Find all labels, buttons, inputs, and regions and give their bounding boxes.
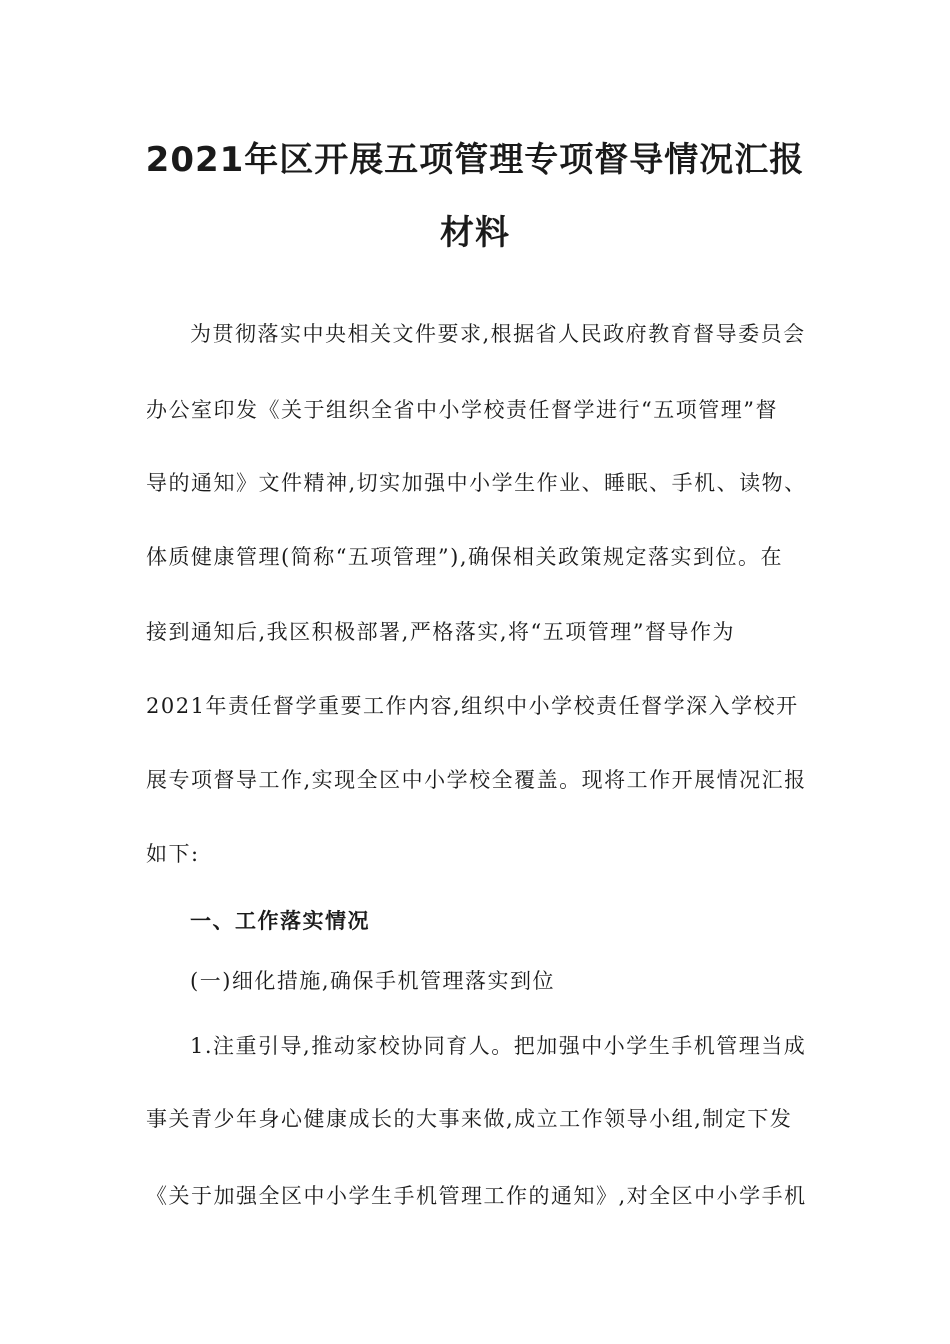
paragraph-line: 接到通知后,我区积极部署,严格落实,将“五项管理”督导作为 bbox=[146, 620, 735, 644]
paragraph-line: 事关青少年身心健康成长的大事来做,成立工作领导小组,制定下发 bbox=[146, 1107, 793, 1131]
subsection-heading: (一)细化措施,确保手机管理落实到位 bbox=[190, 969, 556, 993]
paragraph-line: 2021年责任督学重要工作内容,组织中小学校责任督学深入学校开 bbox=[146, 694, 799, 718]
paragraph-line: 导的通知》文件精神,切实加强中小学生作业、睡眠、手机、读物、 bbox=[146, 471, 807, 495]
document-title-line-2: 材料 bbox=[440, 213, 510, 253]
paragraph-line: 《关于加强全区中小学生手机管理工作的通知》,对全区中小学手机 bbox=[146, 1184, 807, 1208]
paragraph-line: 体质健康管理(简称“五项管理”),确保相关政策规定落实到位。在 bbox=[146, 545, 784, 569]
section-heading: 一、工作落实情况 bbox=[190, 909, 370, 933]
paragraph-line: 为贯彻落实中央相关文件要求,根据省人民政府教育督导委员会 bbox=[190, 322, 806, 346]
document-title-line-1: 2021年区开展五项管理专项督导情况汇报 bbox=[145, 140, 805, 180]
paragraph-line: 展专项督导工作,实现全区中小学校全覆盖。现将工作开展情况汇报 bbox=[146, 768, 807, 792]
paragraph-line: 1.注重引导,推动家校协同育人。把加强中小学生手机管理当成 bbox=[190, 1034, 807, 1058]
paragraph-line: 如下: bbox=[146, 842, 200, 866]
paragraph-line: 办公室印发《关于组织全省中小学校责任督学进行“五项管理”督 bbox=[146, 398, 778, 422]
